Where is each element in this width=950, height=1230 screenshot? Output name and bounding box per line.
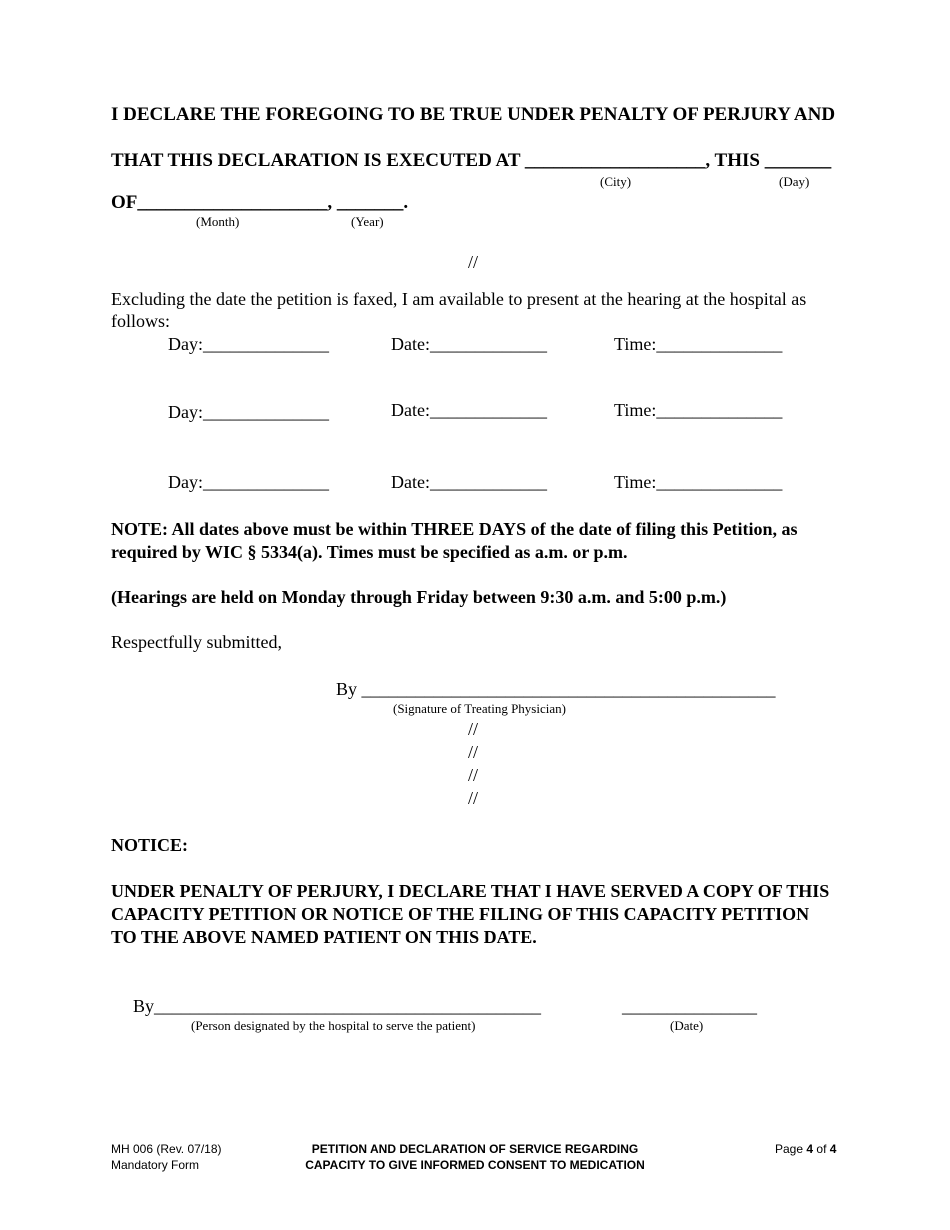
city-caption: (City) (600, 174, 632, 189)
separator: // (468, 252, 479, 272)
declaration-line-1: I DECLARE THE FOREGOING TO BE TRUE UNDER PENALTY OF PERJURY AND (111, 104, 836, 125)
page-number (775, 1141, 836, 1157)
date-field-2[interactable]: Date:_____________ (391, 400, 547, 420)
separator: // (468, 788, 479, 808)
footer-title-line-2: CAPACITY TO GIVE INFORMED CONSENT TO MEDICATION (305, 1158, 645, 1172)
form-number: MH 006 (Rev. 07/18) (111, 1142, 222, 1156)
notice-body: UNDER PENALTY OF PERJURY, I DECLARE THAT I HAVE SERVED A COPY OF THIS CAPACITY PETITION OR NOTICE OF THE FILING OF THIS CAPACITY PETITION TO THE ABOVE NAMED PATIENT ON THIS DATE. (111, 881, 830, 947)
note-text: NOTE: All dates above must be within THREE DAYS of the date of filing this Petition, as required by WIC § 5334(a). Times must be specified as a.m. or p.m. (111, 519, 798, 562)
page-word: Page (775, 1142, 804, 1156)
service-signature-caption: (Person designated by the hospital to serve the patient) (191, 1018, 476, 1033)
date-field-1[interactable]: Date:_____________ (391, 334, 547, 354)
notice-heading: NOTICE: (111, 835, 189, 855)
month-caption: (Month) (196, 214, 240, 229)
day-field-1[interactable]: Day:______________ (168, 334, 329, 354)
declaration-line-3: OF____________________, _______. (111, 192, 409, 213)
hearings-text: (Hearings are held on Monday through Friday between 9:30 a.m. and 5:00 p.m.) (111, 587, 727, 607)
time-field-3[interactable]: Time:______________ (614, 472, 783, 492)
page-of: of (816, 1142, 827, 1156)
time-field-2[interactable]: Time:______________ (614, 400, 783, 420)
day-field-2[interactable]: Day:______________ (168, 402, 329, 422)
year-caption: (Year) (351, 214, 384, 229)
form-type: Mandatory Form (111, 1158, 200, 1172)
service-date-line[interactable]: _______________ (622, 996, 757, 1016)
footer-title (275, 1141, 675, 1173)
availability-intro: Excluding the date the petition is faxed, I am available to present at the hearing at the hospital as follows: (111, 289, 807, 331)
day-field-3[interactable]: Day:______________ (168, 472, 329, 492)
closing-text: Respectfully submitted, (111, 632, 282, 652)
separator: // (468, 765, 479, 785)
footer-form-info (111, 1141, 222, 1173)
date-field-3[interactable]: Date:_____________ (391, 472, 547, 492)
footer-title-line-1: PETITION AND DECLARATION OF SERVICE REGARDING (311, 1142, 639, 1156)
separator: // (468, 719, 479, 739)
service-signature-line[interactable]: By___________________________________________ (133, 996, 542, 1016)
service-date-caption: (Date) (670, 1018, 704, 1033)
physician-signature-caption: (Signature of Treating Physician) (393, 701, 566, 716)
time-field-1[interactable]: Time:______________ (614, 334, 783, 354)
declaration-line-2: THAT THIS DECLARATION IS EXECUTED AT ___________________, THIS _______ (111, 150, 832, 171)
physician-signature-line[interactable]: By ______________________________________________ (336, 679, 776, 699)
page-total: 4 (829, 1142, 837, 1156)
separator: // (468, 742, 479, 762)
day-caption: (Day) (779, 174, 810, 189)
page-current: 4 (806, 1142, 814, 1156)
